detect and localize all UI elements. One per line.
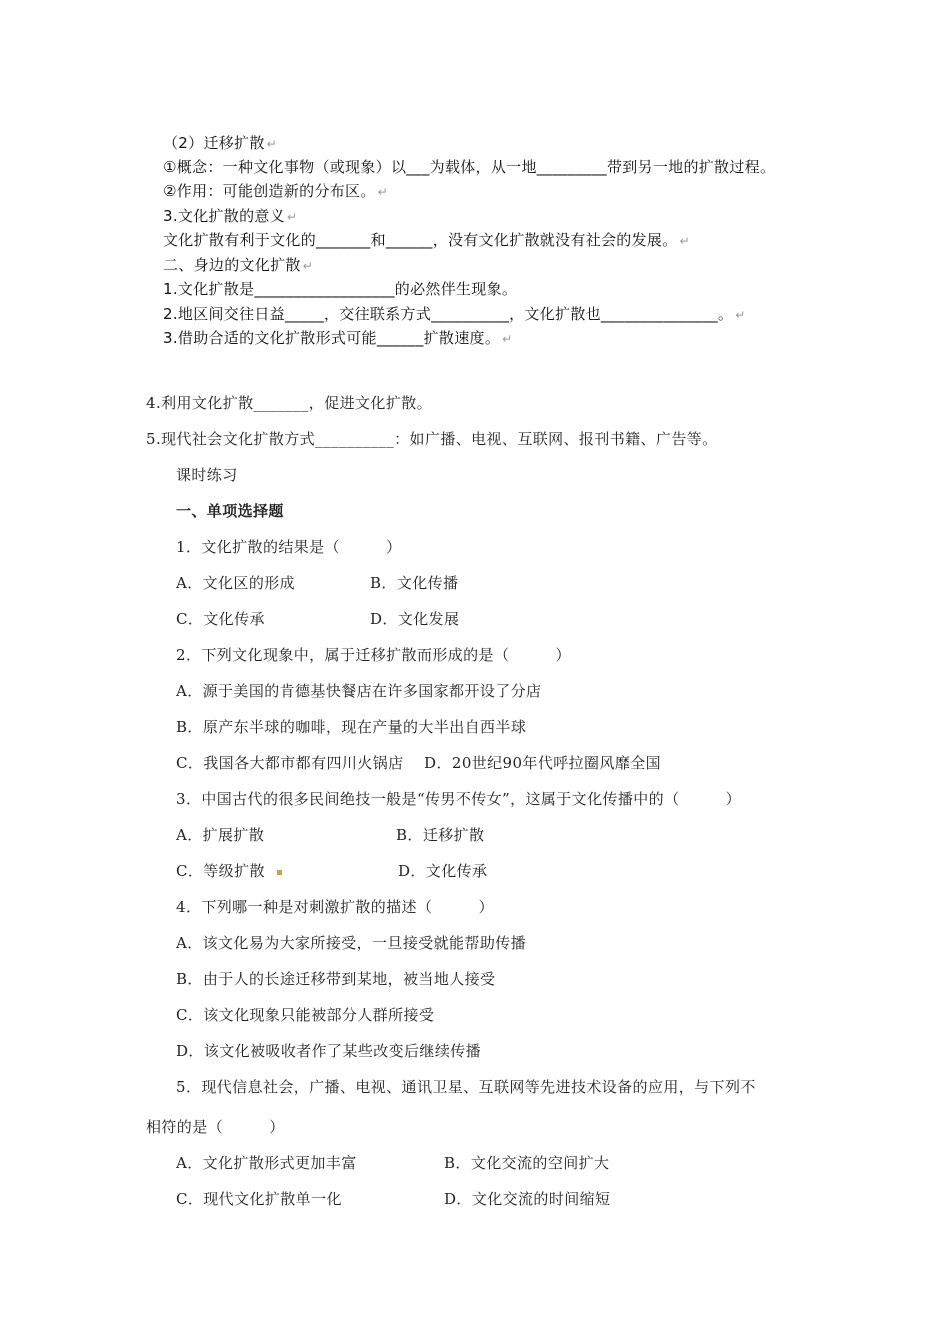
question-4-stem: 4．下列哪一种是对刺激扩散的描述（ ） <box>176 898 494 916</box>
question-3-option-d: D．文化传承 <box>398 862 488 880</box>
note-line: ①概念：一种文化事物（或现象）以___为载体，从一地_________带到另一地的扩散过程。 <box>163 158 776 176</box>
question-5-stem-continued: 相符的是（ ） <box>146 1118 285 1136</box>
note-line: 1.文化扩散是__________________的必然伴生现象。 <box>163 280 518 298</box>
question-1-option-c: C．文化传承 <box>176 610 265 628</box>
paragraph-mark-icon: ↵ <box>679 234 690 248</box>
note-line: （2）迁移扩散 ↵ <box>163 134 278 152</box>
note-line: 2.地区间交往日益_____，交往联系方式__________，文化扩散也_______________。 ↵ <box>163 305 746 323</box>
question-3-stem: 3．中国古代的很多民间绝技一般是“传男不传女”，这属于文化传播中的（ ） <box>176 790 742 808</box>
question-3-option-a: A．扩展扩散 <box>176 826 265 844</box>
question-1-option-b: B．文化传播 <box>370 574 459 592</box>
question-4-option-b: B．由于人的长途迁移带到某地，被当地人接受 <box>176 970 496 988</box>
question-5-option-b: B．文化交流的空间扩大 <box>444 1154 610 1172</box>
paragraph-mark-icon: ↵ <box>502 332 513 346</box>
question-3-option-c: C．等级扩散 <box>176 862 265 880</box>
question-3-option-b: B．迁移扩散 <box>396 826 485 844</box>
question-5-option-c: C．现代文化扩散单一化 <box>176 1190 342 1208</box>
anchor-marker-icon <box>277 870 282 875</box>
question-1-option-d: D．文化发展 <box>370 610 460 628</box>
paragraph-mark-icon: ↵ <box>735 308 746 322</box>
question-2-option-b: B．原产东半球的咖啡，现在产量的大半出自西半球 <box>176 718 527 736</box>
question-4-option-a: A．该文化易为大家所接受，一旦接受就能帮助传播 <box>176 934 527 952</box>
question-5-option-a: A．文化扩散形式更加丰富 <box>176 1154 357 1172</box>
question-2-option-a: A．源于美国的肯德基快餐店在许多国家都开设了分店 <box>176 682 542 700</box>
question-4-option-c: C．该文化现象只能被部分人群所接受 <box>176 1006 435 1024</box>
note-line: 3.借助合适的文化扩散形式可能______扩散速度。 ↵ <box>163 329 513 347</box>
question-1-stem: 1．文化扩散的结果是（ ） <box>176 538 402 556</box>
item-4: 4.利用文化扩散_______，促进文化扩散。 <box>146 394 433 412</box>
practice-title: 课时练习 <box>176 466 238 484</box>
section-title: 一、单项选择题 <box>176 502 284 520</box>
question-4-option-d: D．该文化被吸收者作了某些改变后继续传播 <box>176 1042 482 1060</box>
note-line: ②作用：可能创造新的分布区。 ↵ <box>163 182 389 200</box>
paragraph-mark-icon: ↵ <box>287 210 298 224</box>
question-5-option-d: D．文化交流的时间缩短 <box>444 1190 611 1208</box>
paragraph-mark-icon: ↵ <box>377 185 389 199</box>
paragraph-mark-icon: ↵ <box>266 137 278 151</box>
note-line: 3.文化扩散的意义 ↵ <box>163 207 298 225</box>
paragraph-mark-icon: ↵ <box>302 259 314 273</box>
note-line: 二、身边的文化扩散 ↵ <box>163 256 314 274</box>
question-1-option-a: A．文化区的形成 <box>176 574 296 592</box>
question-2-stem: 2．下列文化现象中，属于迁移扩散而形成的是（ ） <box>176 646 571 664</box>
question-2-options-cd: C．我国各大都市都有四川火锅店 D．20世纪90年代呼拉圈风靡全国 <box>176 754 662 772</box>
item-5: 5.现代社会文化扩散方式__________：如广播、电视、互联网、报刊书籍、广告等。 <box>146 430 718 448</box>
question-5-stem: 5．现代信息社会，广播、电视、通讯卫星、互联网等先进技术设备的应用，与下列不 <box>176 1078 756 1096</box>
note-line: 文化扩散有利于文化的_______和______，没有文化扩散就没有社会的发展。 ↵ <box>163 231 690 249</box>
